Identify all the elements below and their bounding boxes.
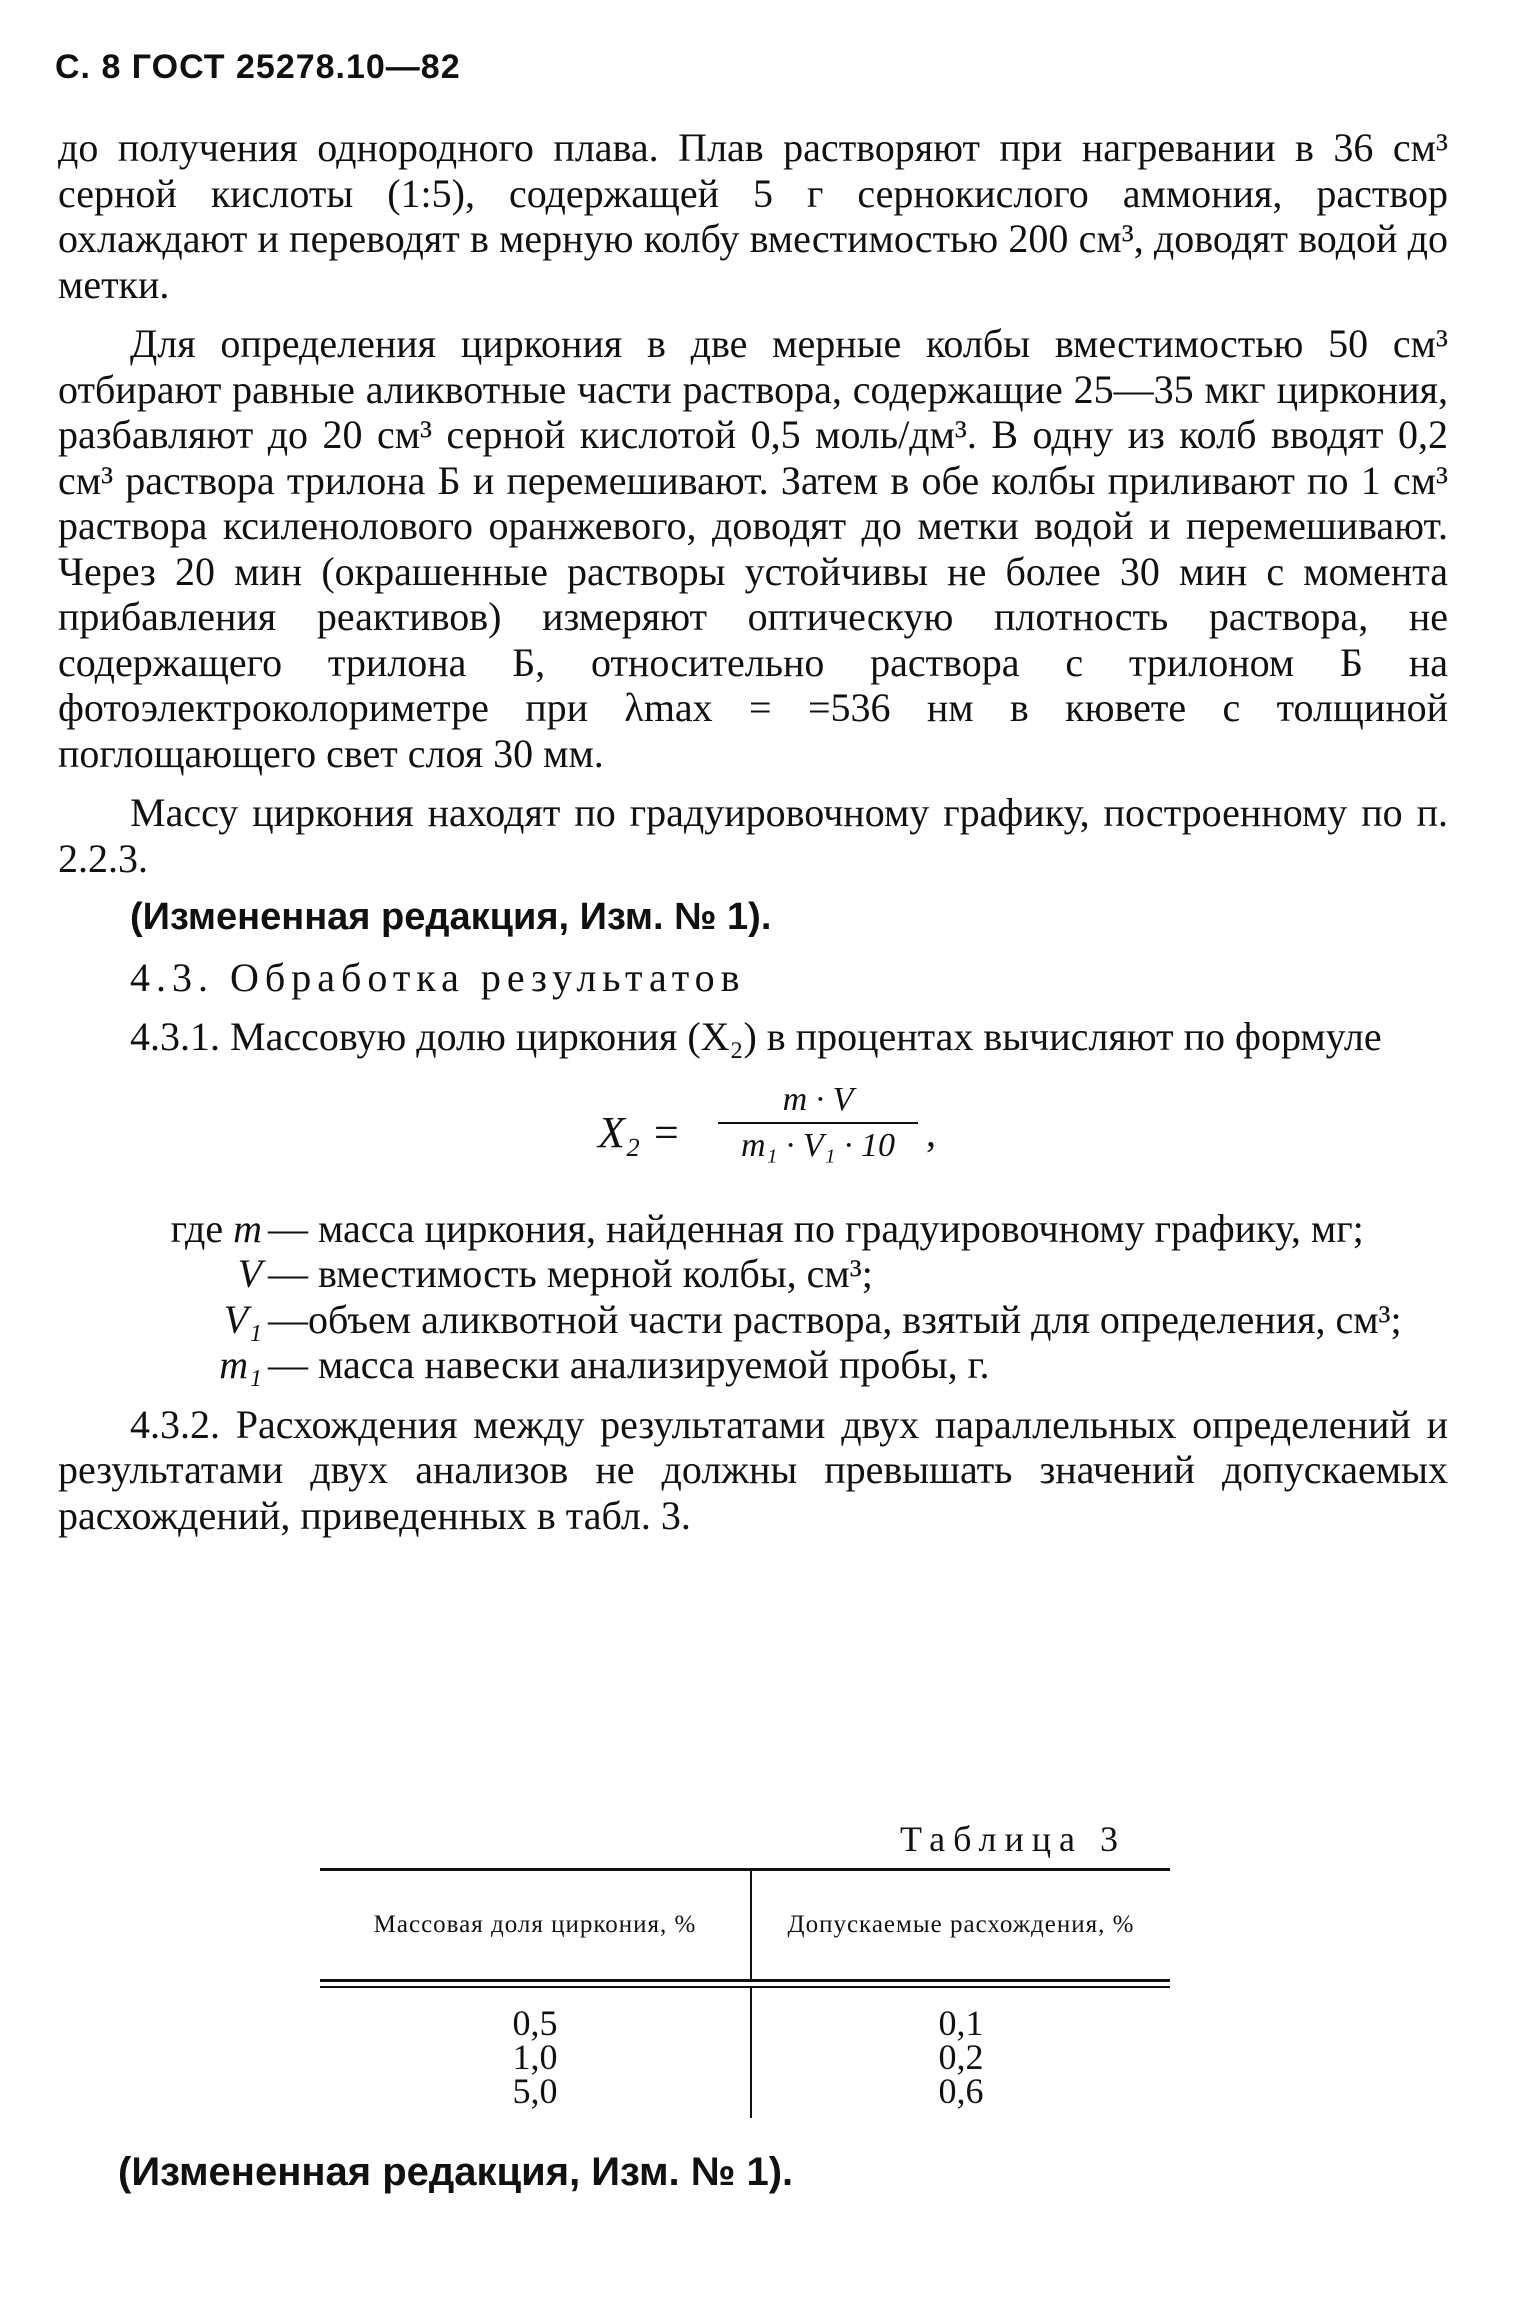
main-text [58, 125, 1448, 1538]
legend-desc: — вместимость мерной колбы, см³; [268, 1251, 873, 1296]
paragraph-5: 4.3.2. Расхождения между результатами двух параллельных определений и результатами двух анализов не должны превышать значений допускаемых расхождений, приведенных в табл. 3. [58, 1401, 1448, 1538]
mass-column [320, 1988, 752, 2118]
formula-fraction [718, 1080, 918, 1166]
legend-symbol [58, 1342, 268, 1388]
paragraph-4: 4.3.1. Массовую долю циркония (X₂) в процентах вычисляют по формуле [130, 1014, 1382, 1059]
legend-row [58, 1297, 1448, 1343]
legend-row [58, 1206, 1448, 1252]
page-header: С. 8 ГОСТ 25278.10—82 [55, 48, 461, 86]
tolerance-table [320, 1868, 1170, 2118]
table-header-row [320, 1871, 1170, 1979]
legend-row [58, 1342, 1448, 1388]
legend-symbol [58, 1297, 268, 1343]
formula-numerator: m · V [782, 1080, 854, 1118]
table-cell: 0,1 [938, 2003, 984, 2043]
formula [58, 1080, 1448, 1200]
table-cell: 1,0 [512, 2037, 558, 2077]
section-heading: 4.3. Обработка результатов [130, 954, 746, 1000]
table-cell: 0,2 [938, 2037, 984, 2077]
paragraph-1: до получения однородного плава. Плав растворяют при нагревании в 36 см³ серной кислоты (1:5), содержащей 5 г сернокислого аммония, раствор охлаждают и переводят в мерную колбу вместимостью 200 см³, доводят водой до метки. [58, 125, 1448, 307]
legend-desc: —объем аликвотной части раствора, взятый для определения, см³; [268, 1296, 1402, 1342]
table-cell: 0,5 [512, 2003, 558, 2043]
tolerance-column [752, 1988, 1170, 2118]
legend-desc: — масса циркония, найденная по градуировочному графику, мг; [268, 1205, 1364, 1251]
col1-header: Массовая доля циркония, % [373, 1911, 697, 1938]
variable-legend [58, 1206, 1448, 1388]
fraction-bar [718, 1122, 918, 1124]
formula-comma: , [926, 1109, 936, 1155]
legend-lead: где [170, 1205, 224, 1251]
amendment-note-2: (Измененная редакция, Изм. № 1). [118, 2150, 794, 2194]
paragraph-2: Для определения циркония в две мерные колбы вместимостью 50 см³ отбирают равные аликвотные части раствора, содержащие 25—35 мкг циркония, разбавляют до 20 см³ серной кислотой 0,5 моль/дм³. В одну из колб вводят 0,2 см³ раствора трилона Б и перемешивают. Затем в обе колбы приливают по 1 см³ раствора ксиленолового оранжевого, доводят до метки водой и перемешивают. Через 20 мин (окрашенные растворы устойчивы не более 30 мин с момента прибавления реактивов) измеряют оптическую плотность раствора, не содержащего трилона Б, относительно раствора с трилоном Б на фотоэлектроколориметре при λmax = =536 нм в кювете с толщиной поглощающего свет слоя 30 мм. [58, 321, 1448, 776]
symbol-v: V [237, 1251, 262, 1296]
symbol-v1: V₁ [223, 1296, 262, 1342]
formula-denominator: m₁ · V₁ · 10 [741, 1126, 895, 1164]
symbol-m1: m₁ [219, 1342, 262, 1387]
table-cell: 0,6 [938, 2071, 984, 2111]
legend-desc: — масса навески анализируемой пробы, г. [268, 1342, 990, 1387]
table-header-cell [752, 1871, 1170, 1979]
table-header-cell [320, 1871, 752, 1979]
table-body [320, 1988, 1170, 2118]
formula-lhs: X₂ = [598, 1107, 681, 1157]
legend-row [58, 1251, 1448, 1297]
amendment-note-1: (Измененная редакция, Изм. № 1). [130, 896, 772, 938]
paragraph-3: Массу циркония находят по градуировочному графику, построенному по п. 2.2.3. [58, 790, 1448, 881]
symbol-m: m [233, 1205, 262, 1251]
legend-symbol [58, 1251, 268, 1297]
legend-symbol [58, 1206, 268, 1252]
table-caption: Таблица 3 [900, 1819, 1126, 1859]
table-cell: 5,0 [512, 2071, 558, 2111]
table-header-rule [320, 1979, 1170, 1982]
col2-header: Допускаемые расхождения, % [787, 1911, 1135, 1938]
